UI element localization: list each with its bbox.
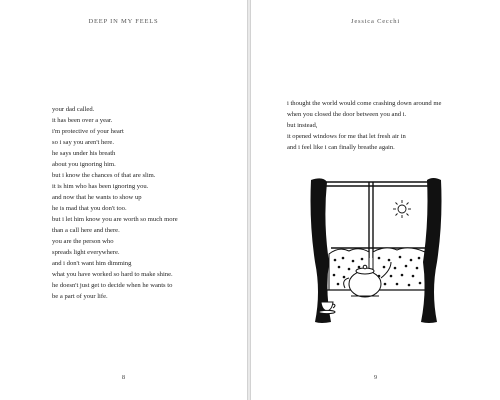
poem-line: what you have worked so hard to make shine.: [52, 271, 173, 278]
poem-line: it has been over a year.: [52, 117, 113, 124]
page-number-left: 8: [121, 374, 126, 381]
poem-line: i thought the world would come crashing down around me: [287, 100, 442, 107]
sun-icon: [393, 200, 411, 218]
poem-line: but instead,: [287, 122, 318, 129]
poem-line: but i let him know you are worth so much more: [52, 216, 178, 223]
poem-line: but i know the chances of that are slim.: [52, 172, 156, 179]
poem-line: you are the person who: [52, 238, 114, 245]
poem-line: and i feel like i can finally breathe again.: [287, 144, 395, 151]
poem-left: [52, 104, 178, 302]
poem-line: it is him who has been ignoring you.: [52, 183, 149, 190]
poem-line: so i say you aren't here.: [52, 139, 114, 146]
left-curtain: [311, 178, 332, 323]
right-curtain: [421, 178, 442, 323]
poem-line: he says under his breath: [52, 150, 116, 157]
window-frame: [319, 182, 433, 258]
poem-line: and i don't want him dimming: [52, 260, 132, 267]
poem-line: spreads light everywhere.: [52, 249, 120, 256]
poem-line: when you closed the door between you and i.: [287, 111, 407, 118]
window-teapot-illustration: [305, 172, 445, 332]
poem-line: i'm protective of your heart: [52, 128, 124, 135]
poem-line: it opened windows for me that let fresh air in: [287, 133, 406, 140]
poem-line: and now that he wants to show up: [52, 194, 142, 201]
poem-line: than a call here and there.: [52, 227, 120, 234]
poem-line: he doesn't just get to decide when he wants to: [52, 282, 173, 289]
running-head-right: Jessica Cecchi: [351, 18, 400, 25]
poem-line: he is mad that you don't too.: [52, 205, 127, 212]
poem-line: be a part of your life.: [52, 293, 108, 300]
running-head-left: DEEP IN MY FEELS: [88, 18, 159, 25]
poem-right: [287, 98, 441, 153]
poem-line: about you ignoring him.: [52, 161, 116, 168]
page-number-right: 9: [373, 374, 378, 381]
left-page: [0, 0, 248, 400]
poem-line: your dad called.: [52, 106, 95, 113]
